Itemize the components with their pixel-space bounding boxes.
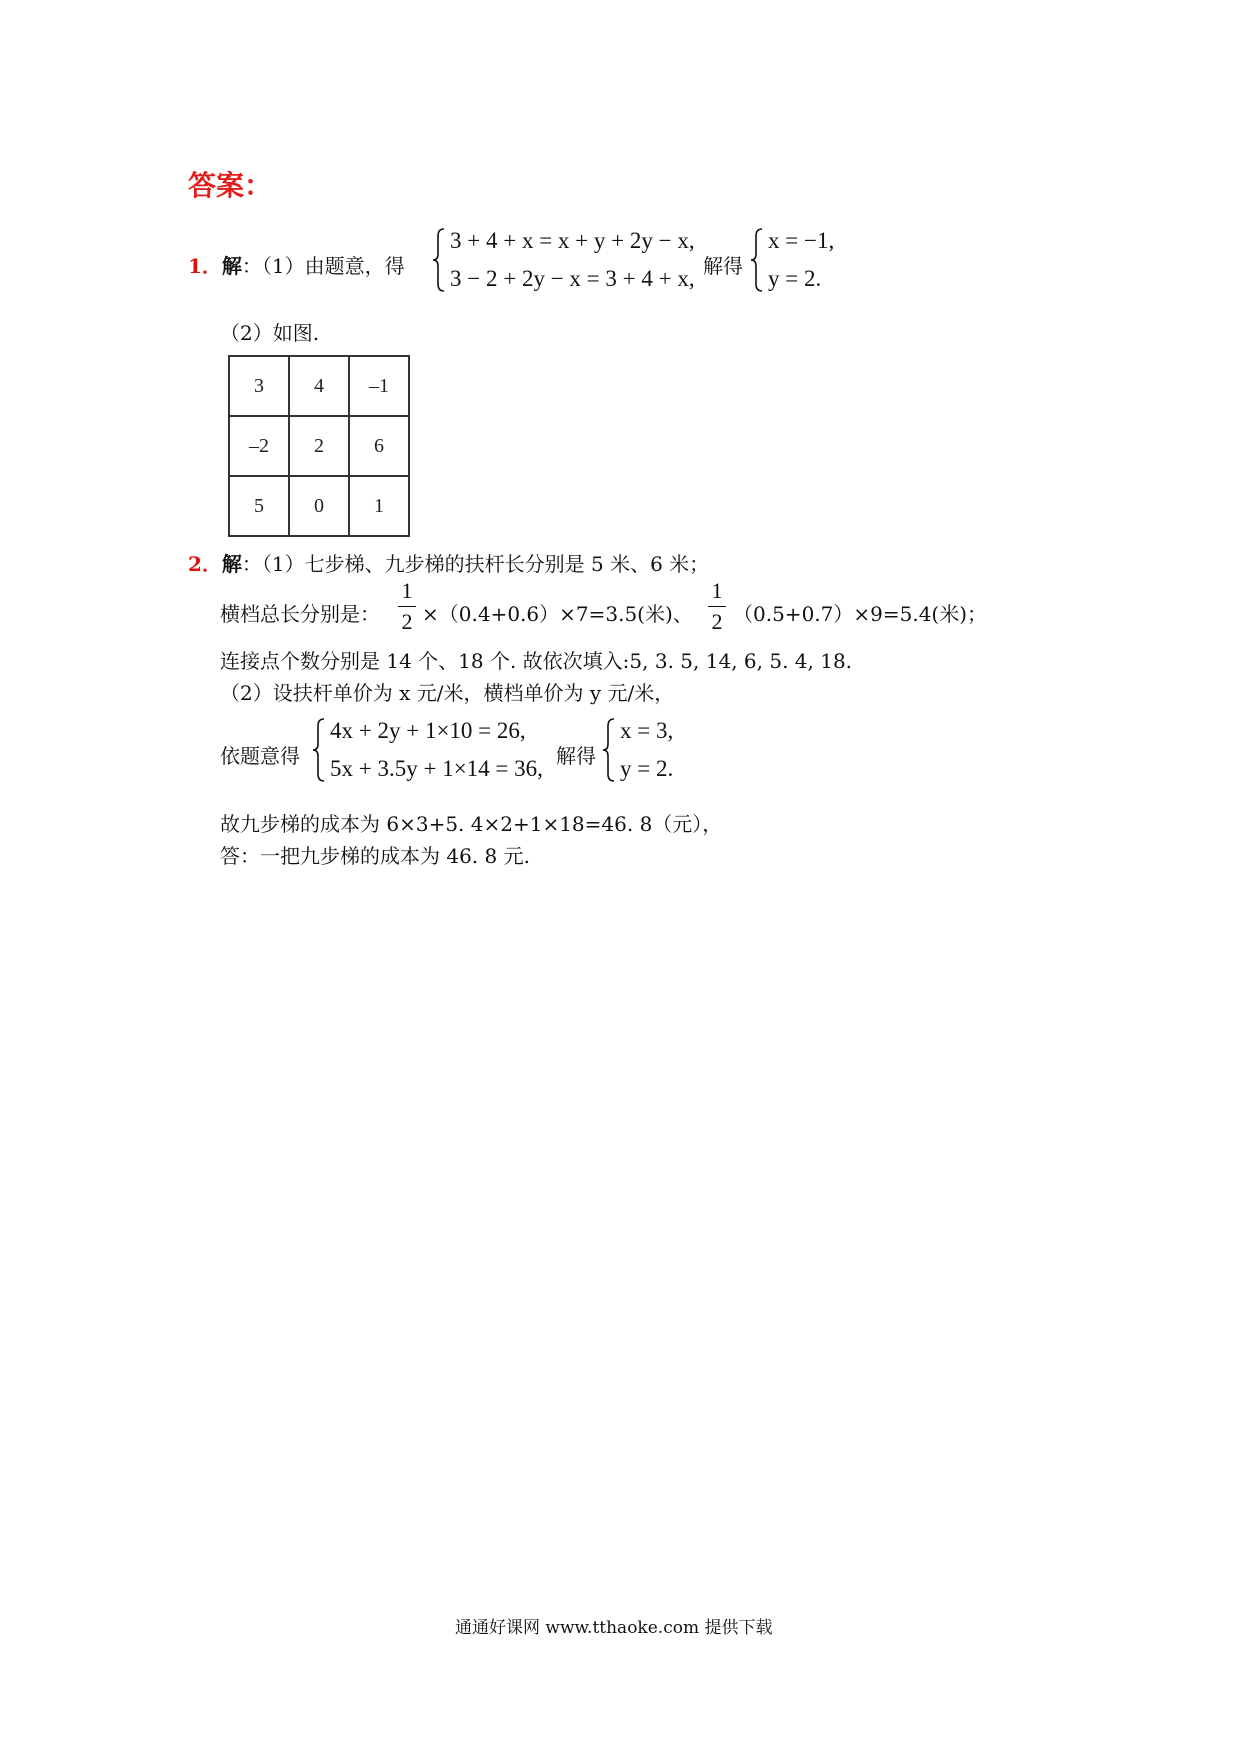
q2-line-2-prefix: 横档总长分别是： xyxy=(220,602,380,626)
left-brace-icon xyxy=(750,228,764,292)
fraction-bar xyxy=(398,606,416,607)
q2-solution-1: x = 3, xyxy=(620,718,674,743)
table-row xyxy=(229,416,409,476)
fraction-one-half xyxy=(398,578,416,635)
left-brace-icon xyxy=(312,718,326,782)
q2-line-7: 答：一把九步梯的成本为 46. 8 元. xyxy=(220,844,530,868)
table-cell: 1 xyxy=(349,476,409,536)
fraction-bar xyxy=(708,606,726,607)
q2-line-2-mid: ×（0.4+0.6）×7=3.5(米)、 xyxy=(422,602,693,626)
q2-solution-2: y = 2. xyxy=(620,756,674,781)
q2-line-2-end: （0.5+0.7）×9=5.4(米)； xyxy=(733,602,988,626)
left-brace-icon xyxy=(432,228,446,292)
q1-intro xyxy=(188,250,405,279)
q1-number: 1． xyxy=(188,254,222,278)
fraction-numerator: 1 xyxy=(711,578,723,603)
table-row xyxy=(229,356,409,416)
table-row xyxy=(229,476,409,536)
footer-credit: 通通好课网 www.tthaoke.com 提供下载 xyxy=(455,1618,773,1638)
q2-equation-system xyxy=(312,718,543,782)
q2-line-4: （2）设扶杆单价为 x 元/米，横档单价为 y 元/米， xyxy=(220,681,675,705)
fraction-numerator: 1 xyxy=(401,578,413,603)
q2-line-6: 故九步梯的成本为 6×3+5. 4×2+1×18=46. 8（元）， xyxy=(220,812,723,836)
table-cell: 6 xyxy=(349,416,409,476)
fraction-one-half xyxy=(708,578,726,635)
q1-part1-prefix: ：（1）由题意，得 xyxy=(241,254,405,278)
magic-square-table xyxy=(228,355,410,537)
q1-solution-system xyxy=(750,228,834,292)
q1-equation-system xyxy=(432,228,695,292)
fraction-denominator: 2 xyxy=(711,609,723,634)
q2-equation-2: 5x + 3.5y + 1×14 = 36, xyxy=(330,756,543,781)
table-cell: –1 xyxy=(349,356,409,416)
q1-part2-text: （2）如图. xyxy=(220,321,320,345)
q1-solution-1: x = −1, xyxy=(768,228,835,253)
table-cell: 0 xyxy=(289,476,349,536)
q1-jie: 解 xyxy=(221,254,242,278)
q1-equation-2: 3 − 2 + 2y − x = 3 + 4 + x, xyxy=(450,266,695,291)
table-cell: 4 xyxy=(289,356,349,416)
q2-equation-1: 4x + 2y + 1×10 = 26, xyxy=(330,718,526,743)
q1-solve-label: 解得 xyxy=(703,254,743,278)
q2-line-3: 连接点个数分别是 14 个、18 个. 故依次填入:5, 3. 5, 14, 6, 5. 4, 18. xyxy=(220,649,853,673)
fraction-denominator: 2 xyxy=(401,609,413,634)
q2-line-5-prefix: 依题意得 xyxy=(220,744,300,768)
left-brace-icon xyxy=(602,718,616,782)
answer-title: 答案： xyxy=(188,169,273,202)
q2-solve-label: 解得 xyxy=(556,744,596,768)
q1-equation-1: 3 + 4 + x = x + y + 2y − x, xyxy=(450,228,695,253)
q1-solution-2: y = 2. xyxy=(768,266,822,291)
q2-line-1 xyxy=(188,548,709,577)
q2-number: 2． xyxy=(188,552,222,576)
table-cell: 3 xyxy=(229,356,289,416)
table-cell: 5 xyxy=(229,476,289,536)
q2-line-1-text: ：（1）七步梯、九步梯的扶杆长分别是 5 米、6 米； xyxy=(241,552,710,576)
q2-jie: 解 xyxy=(221,552,242,576)
table-cell: –2 xyxy=(229,416,289,476)
q2-solution-system xyxy=(602,718,673,782)
table-cell: 2 xyxy=(289,416,349,476)
